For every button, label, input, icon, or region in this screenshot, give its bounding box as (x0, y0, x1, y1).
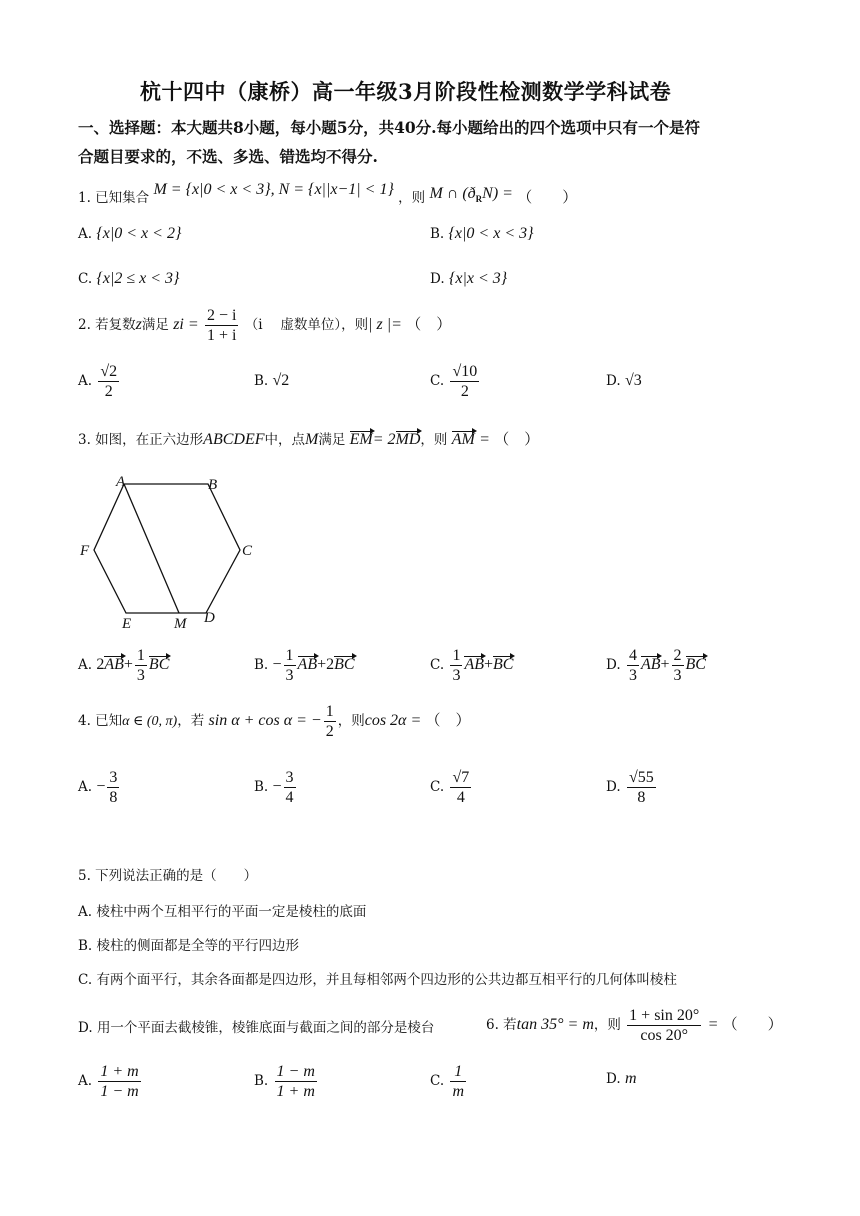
q1-option-c: C. {x|2 ≤ x < 3} (78, 270, 180, 287)
q6-option-c: C. $\frac{1}{m}$ (430, 1063, 464, 1100)
page-title: 杭十四中（康桥）高一年级3月阶段性检测数学学科试卷 (140, 79, 672, 104)
q3-option-c: C. $\frac{1}{3}$ AB+BC (430, 647, 514, 684)
q1-option-a: A. {x|0 < x < 2} (78, 225, 182, 242)
q1-option-d: D. {x|x < 3} (430, 270, 508, 287)
q6-option-b: B. $\frac{1 - m}{1 + m}$ (254, 1063, 315, 1100)
answer-paren: （ ） (517, 190, 578, 206)
hexagon-figure (70, 468, 270, 638)
q1-set-definitions: M = {x|0 < x < 3}, N = {x||x−1| < 1} (153, 181, 394, 198)
q3-option-d: D. $\frac{4}{3}$ AB+ $\frac{2}{3}$ BC (606, 647, 706, 684)
q2-option-a: A. $\frac{√2}{2}$ (78, 363, 118, 400)
q6-fraction: $\frac{1 + \sin 20^\circ}{\cos 20^\circ}$ (629, 1007, 700, 1044)
hexagon-abcdef (94, 484, 240, 613)
question-4-stem: 4. 已知α ∈ (0, π)，若 sin α + cos α = − $\frac{1}{2}$ ，则cos 2α = （ ） (78, 703, 471, 740)
label-d: D (204, 610, 215, 626)
label-a: A (116, 474, 126, 490)
question-2-stem: 2. 若复数z满足 zi = $\frac{2 - i}{1 + i}$ （i 虚数单位），则| z |= （ ） (78, 307, 452, 344)
vector-md: MD (395, 431, 421, 448)
label-c: C (242, 543, 253, 559)
q5-option-a: A. 棱柱中两个互相平行的平面一定是棱柱的底面 (78, 904, 367, 920)
segment-am (124, 484, 179, 613)
label-b: B (208, 477, 218, 493)
q1-stem-mid: ，则 (398, 190, 426, 206)
label-f: F (80, 543, 90, 559)
q4-option-b: B. − $\frac{3}{4}$ (254, 769, 294, 806)
q5-option-b: B. 棱柱的侧面都是全等的平行四边形 (78, 938, 300, 954)
vector-am: AM (451, 431, 475, 448)
q1-option-b: B. {x|0 < x < 3} (430, 225, 534, 242)
label-m: M (174, 616, 187, 632)
q4-option-c: C. $\frac{√7}{4}$ (430, 769, 470, 806)
q6-option-d: D. m (606, 1070, 637, 1087)
question-6-stem: 6. 若tan 35° = m，则 $\frac{1 + \sin 20^\circ}{\cos 20^\circ}$ = （ ） (486, 1007, 783, 1044)
question-5-stem: 5. 下列说法正确的是（ ） (78, 868, 258, 884)
section-heading-line1: 一、选择题：本大题共8小题，每小题5分，共40分.每小题给出的四个选项中只有一个是符 (78, 118, 701, 137)
q2-option-c: C. $\frac{√10}{2}$ (430, 363, 478, 400)
q2-option-d: D. √3 (606, 372, 642, 389)
q6-option-a: A. $\frac{1 + m}{1 - m}$ (78, 1063, 139, 1100)
q5-option-d: D. 用一个平面去截棱锥，棱锥底面与截面之间的部分是棱台 (78, 1020, 435, 1036)
q3-option-a: A. 2AB+ $\frac{1}{3}$ BC (78, 647, 170, 684)
label-e: E (122, 616, 132, 632)
q4-option-a: A. − $\frac{3}{8}$ (78, 769, 118, 806)
q1-expression: M ∩ $(ð_RN)$ = (429, 185, 513, 205)
q3-option-b: B. − $\frac{1}{3}$ AB+2BC (254, 647, 355, 684)
question-3-stem: 3. 如图，在正六边形ABCDEF中，点M满足 EM= 2MD，则 AM = （ ） (78, 431, 540, 448)
q2-fraction: $\frac{2 - i}{1 + i}$ (206, 307, 237, 344)
q4-option-d: D. $\frac{√55}{8}$ (606, 769, 654, 806)
vector-em: EM (349, 431, 373, 448)
q1-stem-prefix: 1. 已知集合 (78, 190, 150, 206)
section-heading-line2: 合题目要求的，不选、多选、错选均不得分. (78, 147, 378, 166)
q2-option-b: B. √2 (254, 372, 290, 389)
q5-option-c: C. 有两个面平行，其余各面都是四边形，并且每相邻两个四边形的公共边都互相平行的几何体叫棱柱 (78, 972, 677, 988)
question-1-stem (78, 181, 578, 208)
